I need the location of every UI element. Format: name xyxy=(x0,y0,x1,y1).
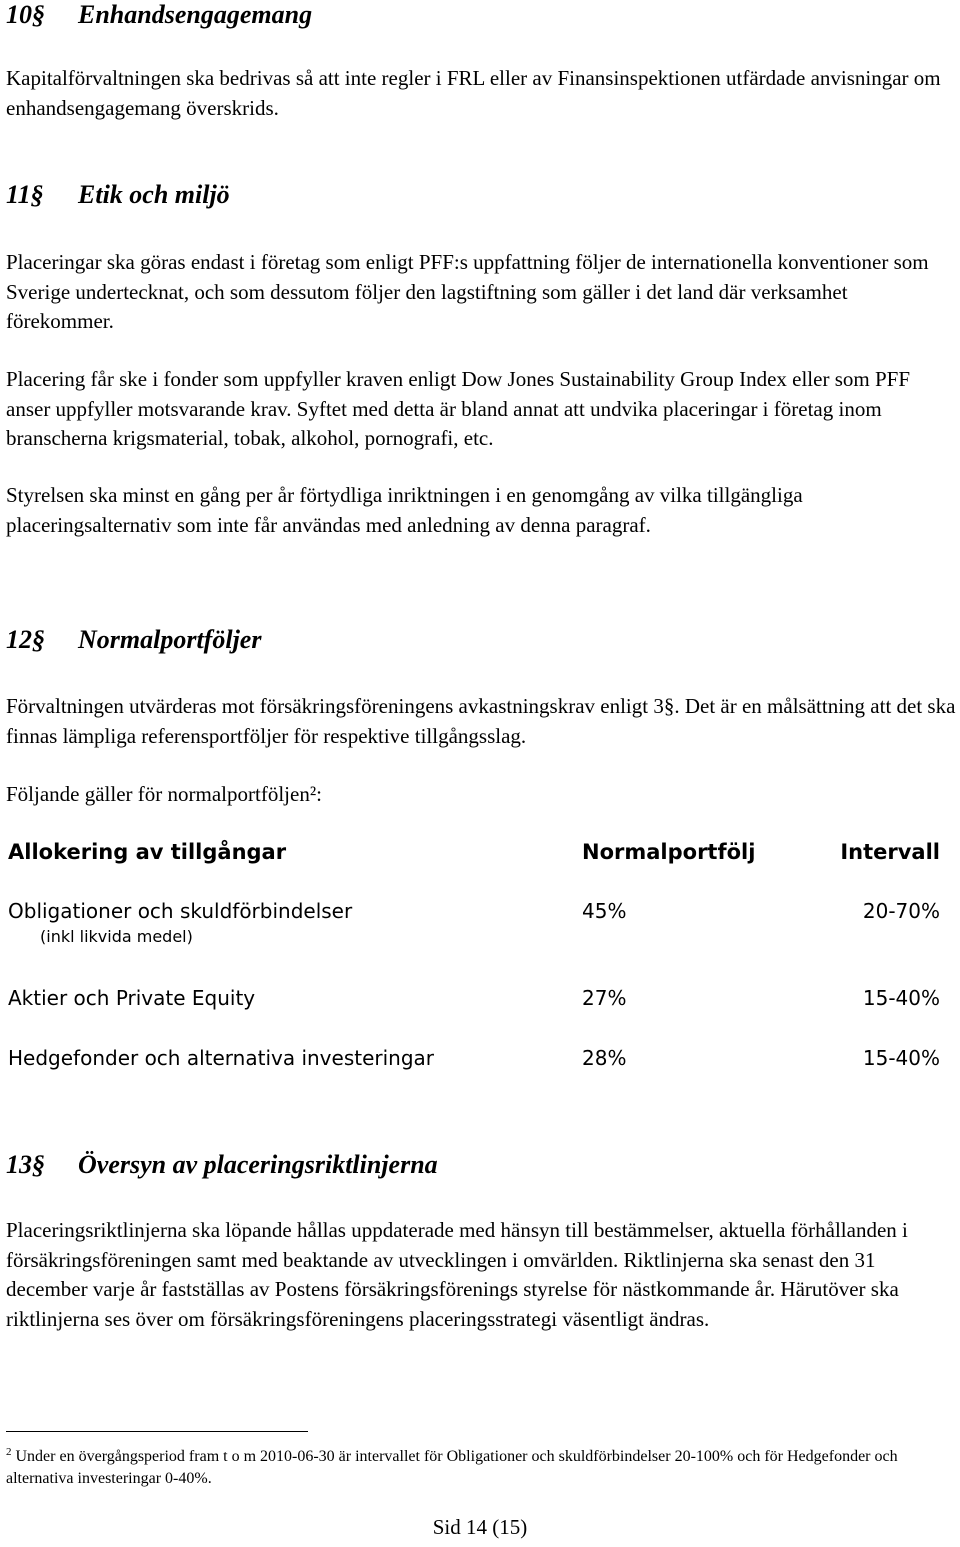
section-11-paragraph-3: Styrelsen ska minst en gång per år förtydliga inriktningen i en genomgång av vilka tillgängliga placeringsalternativ som inte får användas med anledning av denna paragraf. xyxy=(6,483,803,537)
header-interval: Intervall xyxy=(840,840,940,864)
section-number: 13§ xyxy=(6,1150,45,1179)
table-row xyxy=(8,1046,948,1076)
section-12-heading xyxy=(6,625,261,655)
section-title: Enhandsengagemang xyxy=(78,0,313,29)
normal-value: 28% xyxy=(582,1046,627,1070)
normal-value: 27% xyxy=(582,986,627,1010)
table-row xyxy=(8,899,948,946)
footnote xyxy=(6,1441,956,1490)
allocation-table xyxy=(8,838,948,1088)
footnote-marker: 2 xyxy=(6,1446,12,1458)
section-12-paragraph-1: Förvaltningen utvärderas mot försäkringsföreningens avkastningskrav enligt 3§. Det är en målsättning att det ska finnas lämpliga referensportföljer för respektive tillgångsslag. xyxy=(6,694,956,748)
asset-name: Aktier och Private Equity xyxy=(8,986,256,1010)
section-12-paragraph-2: Följande gäller för normalportföljen²: xyxy=(6,782,322,806)
asset-name: Obligationer och skuldförbindelser xyxy=(8,899,353,923)
section-title: Översyn av placeringsriktlinjerna xyxy=(78,1150,438,1179)
table-row xyxy=(8,986,948,1016)
section-11-heading xyxy=(6,180,230,210)
footnote-divider xyxy=(6,1431,308,1432)
header-asset: Allokering av tillgångar xyxy=(8,840,287,864)
section-10-paragraph-1: Kapitalförvaltningen ska bedrivas så att inte regler i FRL eller av Finansinspektionen utfärdade anvisningar om enhandsengagemang överskrids. xyxy=(6,66,941,120)
section-number: 12§ xyxy=(6,625,45,654)
normal-value: 45% xyxy=(582,899,627,923)
section-13-paragraph-1: Placeringsriktlinjerna ska löpande hållas uppdaterade med hänsyn till bestämmelser, aktuella förhållanden i försäkringsföreningen samt med beaktande av utvecklingen i omvärlden. Riktlinjerna ska senast den 31 december varje år fastställas av Postens försäkringsförenings styrelse för nästkommande år. Härutöver ska riktlinjerna ses över om försäkringsföreningens placeringsstrategi väsentligt ändras. xyxy=(6,1218,908,1331)
asset-note: (inkl likvida medel) xyxy=(40,927,193,946)
section-number: 11§ xyxy=(6,180,44,209)
page-number: Sid 14 (15) xyxy=(432,1515,528,1539)
section-11-paragraph-2: Placering får ske i fonder som uppfyller kraven enligt Dow Jones Sustainability Group Index eller som PFF anser uppfyller motsvarande krav. Syftet med detta är bland annat att undvika placeringar i företag inom branscherna krigsmaterial, tobak, alkohol, pornografi, etc. xyxy=(6,367,911,450)
interval-value: 15-40% xyxy=(862,986,940,1010)
interval-value: 15-40% xyxy=(862,1046,940,1070)
section-13-heading xyxy=(6,1150,438,1180)
asset-name: Hedgefonder och alternativa investeringar xyxy=(8,1046,435,1070)
section-title: Normalportföljer xyxy=(78,625,262,654)
header-normal: Normalportfölj xyxy=(582,840,756,864)
section-title: Etik och miljö xyxy=(78,180,230,209)
section-10-heading xyxy=(6,0,312,30)
footnote-text: Under en övergångsperiod fram t o m 2010-06-30 är intervallet för Obligationer och skuldförbindelser 20-100% och för Hedgefonder och alternativa investeringar 0-40%. xyxy=(6,1448,898,1487)
interval-value: 20-70% xyxy=(862,899,940,923)
section-11-paragraph-1: Placeringar ska göras endast i företag som enligt PFF:s uppfattning följer de internationella konventioner som Sverige undertecknat, och som dessutom följer den lagstiftning som gäller i det land där verksamhet förekommer. xyxy=(6,250,929,333)
table-header-row xyxy=(8,840,948,870)
section-number: 10§ xyxy=(6,0,45,29)
